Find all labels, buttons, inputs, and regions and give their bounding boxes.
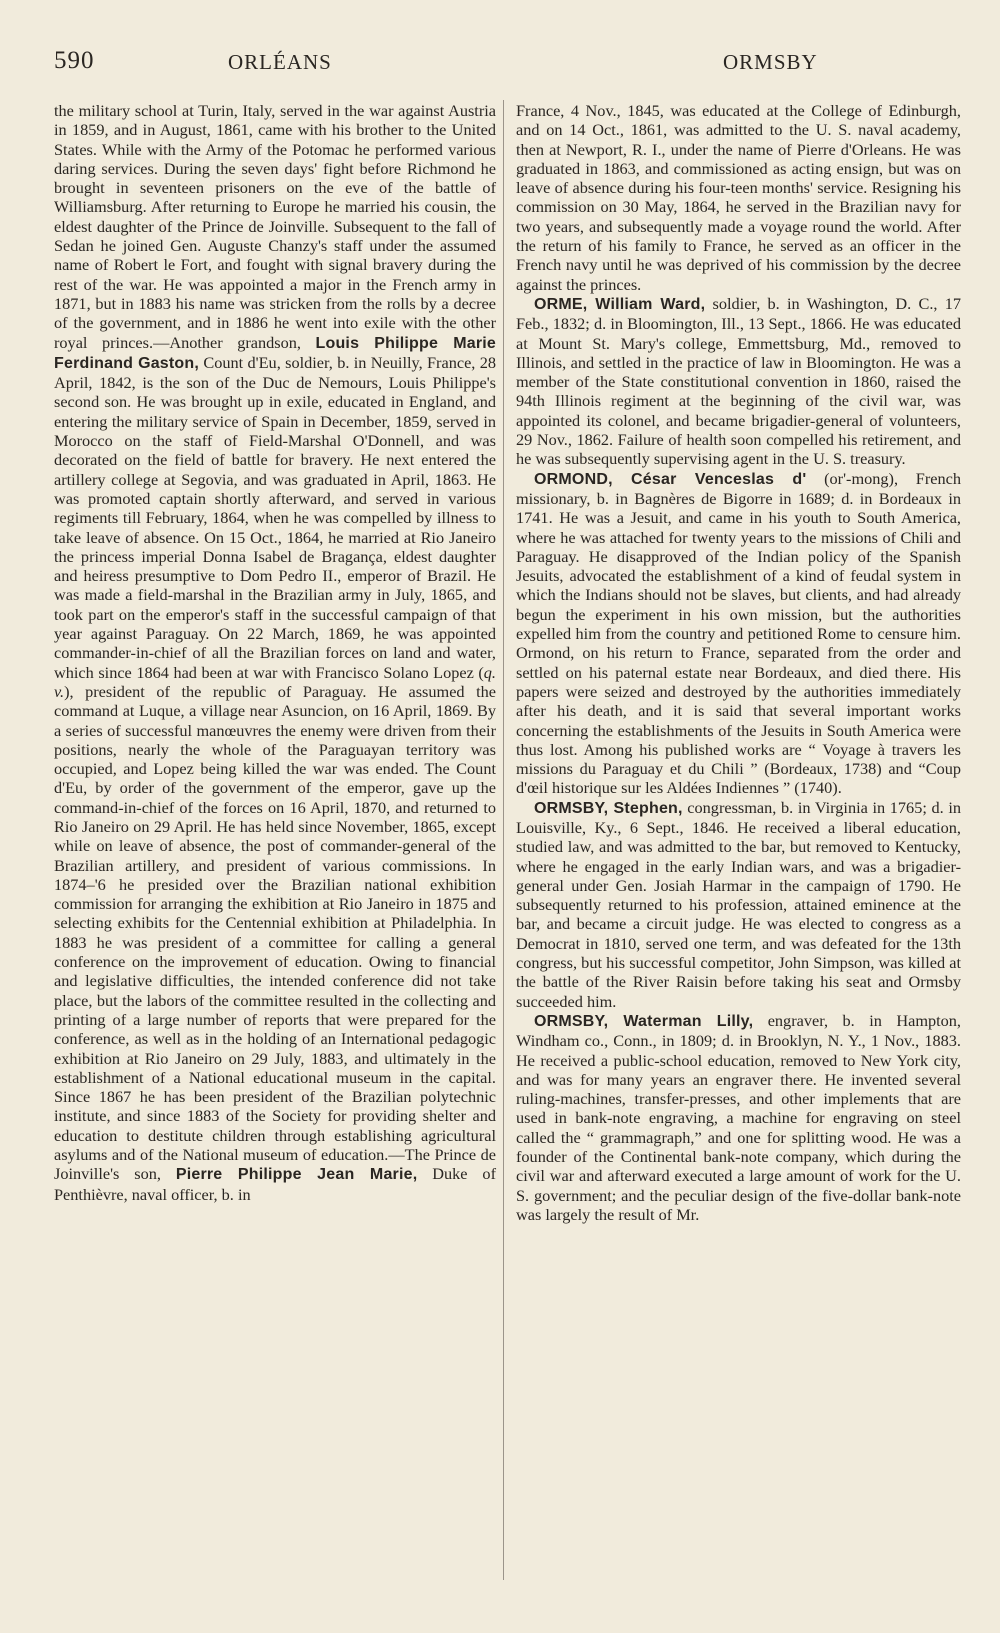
right-column bbox=[516, 101, 961, 1224]
entry-name: ORME, William Ward, bbox=[534, 295, 706, 313]
left-column bbox=[54, 101, 496, 1204]
body-text: soldier, b. in Washington, D. C., 17 Feb., 1832; d. in Bloomington, Ill., 13 Sept., 1866. He was educated at Mount St. Mary's college, Emmettsburg, Md., removed to Illinois, and settled in the practice of law in Bloomington. He was a member of the State constitutional convention in 1860, raised the 94th Illinois regiment at the beginning of the civil war, was appointed its colonel, and became brigadier-general of volunteers, 29 Nov., 1862. Failure of health soon compelled his retirement, and he was subsequently supervising agent in the U. S. treasury. bbox=[516, 293, 962, 469]
entry-paragraph bbox=[516, 101, 961, 294]
body-text: France, 4 Nov., 1845, was educated at the College of Edinburgh, and on 14 Oct., 1861, was admitted to the U. S. naval academy, then at Newport, R. I., under the name of Pierre d'Orleans. He was graduated in 1863, and commissioned as acting ensign, but was on leave of absence during his four-teen months' service. Resigning his commission on 30 May, 1864, he served in the Brazilian navy for two years, and subsequently made a voyage round the world. After the return of his family to France, he served as an officer in the French navy until he was deprived of his commission by the decree against the princes. bbox=[516, 101, 961, 294]
body-text: ), president of the republic of Paraguay. He assumed the command at Luque, a village near Asuncion, on 16 April, 1869. By a series of successful manœuvres the enemy were driven from their positions, nearly the whole of the Paraguayan territory was occupied, and Lopez being killed the war was ended. The Count d'Eu, by order of the government of the emperor, gave up the command-in-chief of the forces on 16 April, 1870, and returned to Rio Janeiro on 29 April. He has held since November, 1865, except while on leave of absence, the post of commander-general of the Brazilian artillery, and president of various commissions. In 1874–'6 he presided over the Brazilian national exhibition commission for arranging the exhibition at Rio Janeiro in 1875 and selecting exhibits for the Centennial exhibition at Philadelphia. In 1883 he was president of a committee for calling a general conference on the improvement of education. Owing to financial and legislative difficulties, the intended conference did not take place, but the labors of the committee resulted in the collecting and printing of a large number of reports that were prepared for the conference, as well as in the holding of an International pedagogic exhibition at Rio Janeiro on 29 July, 1883, and ultimately in the establishment of a National educational museum in the capital. Since 1867 he has been president of the Brazilian polytechnic institute, and since 1883 of the Society for providing shelter and education to destitute children through establishing agricultural asylums and of the National museum of education.—The Prince de Joinville's son, bbox=[54, 681, 496, 1184]
entry-paragraph bbox=[54, 101, 496, 1204]
body-text: Count d'Eu, soldier, b. in Neuilly, France, 28 April, 1842, is the son of the Duc de Nemours, Louis Philippe's second son. He was brought up in exile, educated in England, and entering the military service of Spain in December, 1859, served in Morocco on the staff of Field-Marshal O'Donnell, and was decorated on the field of battle for bravery. He next entered the artillery college at Segovia, and was graduated in April, 1863. He was promoted captain shortly afterward, and served in various regiments till February, 1864, when he was compelled by illness to take leave of absence. On 15 Oct., 1864, he married at Rio Janeiro the princess imperial Donna Isabel de Bragança, eldest daughter and heiress presumptive to Dom Pedro II., emperor of Brazil. He was made a field-marshal in the Brazilian army in July, 1865, and took part on the emperor's staff in the successful campaign of that year against Paraguay. On 22 March, 1869, he was appointed commander-in-chief of all the Brazilian forces on land and water, which since 1864 had been at war with Francisco Solano Lopez ( bbox=[54, 352, 496, 682]
page-number: 590 bbox=[54, 47, 95, 74]
entry-name: ORMOND, César Venceslas d' bbox=[534, 470, 807, 488]
running-head-right: ORMSBY bbox=[723, 50, 818, 74]
entry-name: Louis Philippe Marie Ferdinand Gaston, bbox=[54, 334, 497, 372]
entry-ormsby-waterman bbox=[516, 1011, 961, 1224]
entry-ormsby-stephen bbox=[516, 798, 961, 1011]
body-text: congressman, b. in Virginia in 1765; d. in Louisville, Ky., 6 Sept., 1846. He received a liberal education, studied law, and was admitted to the bar, but removed to Kentucky, where he engaged in the early Indian wars, and was a brigadier-general under Gen. Josiah Harmar in the campaign of 1790. He subsequently returned to his profession, attained eminence at the bar, and became a circuit judge. He was elected to congress as a Democrat in 1810, served one term, and was defeated for the 13th congress, but his successful competitor, John Simpson, was killed at the battle of the River Raisin before taking his seat and Ormsby succeeded him. bbox=[516, 797, 961, 1011]
running-head-left: ORLÉANS bbox=[228, 50, 332, 74]
entry-name: Pierre Philippe Jean Marie, bbox=[175, 1166, 418, 1184]
citation: q. v. bbox=[54, 662, 496, 701]
column-divider bbox=[503, 100, 504, 1580]
body-text: (or'-mong), French missionary, b. in Bagnères de Bigorre in 1689; d. in Bordeaux in 1741. He was a Jesuit, and came in his youth to South America, where he was attached for twenty years to the missions of Chili and Paraguay. He disapproved of the Indian policy of the Spanish Jesuits, advocated the establishment of a kind of feudal system in which the Indians should not be slaves, but clients, and had already begun the experiment in his own mission, but the authorities expelled him from the country and petitioned Rome to censure him. Ormond, on his return to France, separated from the order and settled on his paternal estate near Bordeaux, and died there. His papers were seized and destroyed by the authorities immediately after his death, and it is said that several important works concerning the establishments of the Jesuits in South America were thus lost. Among his published works are “ Voyage à travers les missions du Paraguay et du Chili ” (Bordeaux, 1738) and “Coup d'œil historique sur les Aldées Indiennes ” (1740). bbox=[516, 468, 961, 798]
entry-name: ORMSBY, Waterman Lilly, bbox=[534, 1012, 754, 1030]
entry-name: ORMSBY, Stephen, bbox=[534, 799, 683, 817]
body-text: Duke of Penthièvre, naval officer, b. in bbox=[54, 1164, 496, 1204]
body-text: the military school at Turin, Italy, served in the war against Austria in 1859, and in August, 1861, came with his brother to the United States. While with the Army of the Potomac he performed various daring services. During the seven days' fight before Richmond he brought in seventeen prisoners on the eve of the battle of Williamsburg. After returning to Europe he married his cousin, the eldest daughter of the Prince de Joinville. Subsequent to the fall of Sedan he joined Gen. Auguste Chanzy's staff under the assumed name of Robert le Fort, and fought with signal bravery during the rest of the war. He was appointed a major in the French army in 1871, but in 1883 his name was stricken from the rolls by a decree of the government, and in 1886 he went into exile with the other royal princes.—Another grandson, bbox=[54, 101, 496, 352]
entry-ormond bbox=[516, 469, 961, 798]
body-text: engraver, b. in Hampton, Windham co., Conn., in 1809; d. in Brooklyn, N. Y., 1 Nov., 1883. He received a public-school education, removed to New York city, and was for many years an engraver there. He invented several ruling-machines, transfer-presses, and other implements that are used in bank-note engraving, a machine for engraving on steel called the “ grammagraph,” and one for splitting wood. He was a founder of the Continental bank-note company, which during the civil war and afterward executed a large amount of work for the U. S. government; and the peculiar design of the five-dollar bank-note was largely the result of Mr. bbox=[516, 1010, 961, 1224]
entry-orme bbox=[516, 294, 961, 469]
